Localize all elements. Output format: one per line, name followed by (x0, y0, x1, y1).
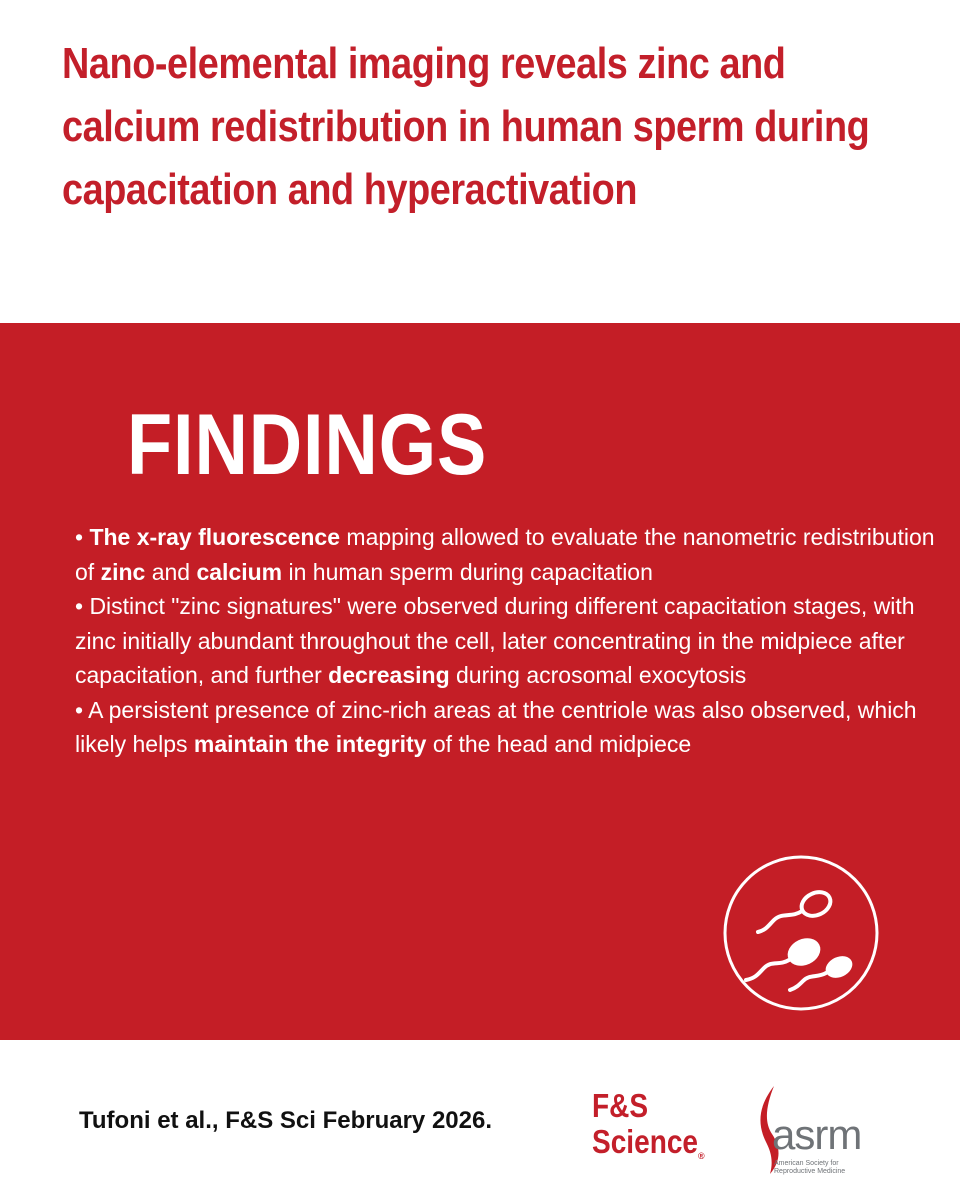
finding-emphasis: zinc (100, 558, 146, 585)
findings-list (75, 520, 955, 762)
asrm-subtitle: American Society for Reproductive Medicine (774, 1160, 846, 1175)
finding-text: • Distinct "zinc signatures" were observed during different capacitation stages, with zinc initially abundant throughout the cell, later concentrating in the midpiece after capacitation, and further (75, 593, 915, 688)
finding-item (75, 693, 955, 762)
header (0, 0, 960, 323)
finding-text: in human sperm during capacitation (282, 558, 653, 585)
finding-text: • (75, 524, 90, 550)
fs-logo-line2: Science (592, 1123, 699, 1160)
citation: Tufoni et al., F&S Sci February 2026. (79, 1107, 493, 1134)
finding-item (75, 520, 955, 589)
fs-logo-line1: F&S (592, 1087, 649, 1124)
findings-panel (0, 323, 960, 1040)
sperm-cells-icon (722, 854, 880, 1012)
finding-text: of the head and midpiece (426, 731, 692, 757)
page-title: Nano-elemental imaging reveals zinc and calcium redistribution in human sperm during capacitation and hyperactivation (62, 39, 870, 214)
findings-heading: FINDINGS (127, 397, 488, 493)
finding-item (75, 589, 955, 693)
finding-emphasis: calcium (196, 558, 283, 585)
finding-emphasis: maintain the integrity (193, 731, 427, 757)
finding-emphasis: The x-ray fluorescence (89, 524, 341, 550)
asrm-wordmark: asrm (772, 1111, 862, 1158)
finding-emphasis: decreasing (328, 662, 450, 688)
finding-text: mapping allowed to evaluate the nanometric redistribution of (75, 524, 935, 585)
finding-text: during acrosomal exocytosis (449, 662, 747, 688)
finding-text: • A persistent presence of zinc-rich areas at the centriole was also observed, which likely helps (75, 696, 917, 757)
registered-mark: ® (698, 1151, 705, 1161)
finding-text: and (145, 558, 197, 585)
footer (0, 1040, 960, 1200)
asrm-logo (752, 1082, 862, 1182)
fs-science-logo (592, 1088, 717, 1168)
